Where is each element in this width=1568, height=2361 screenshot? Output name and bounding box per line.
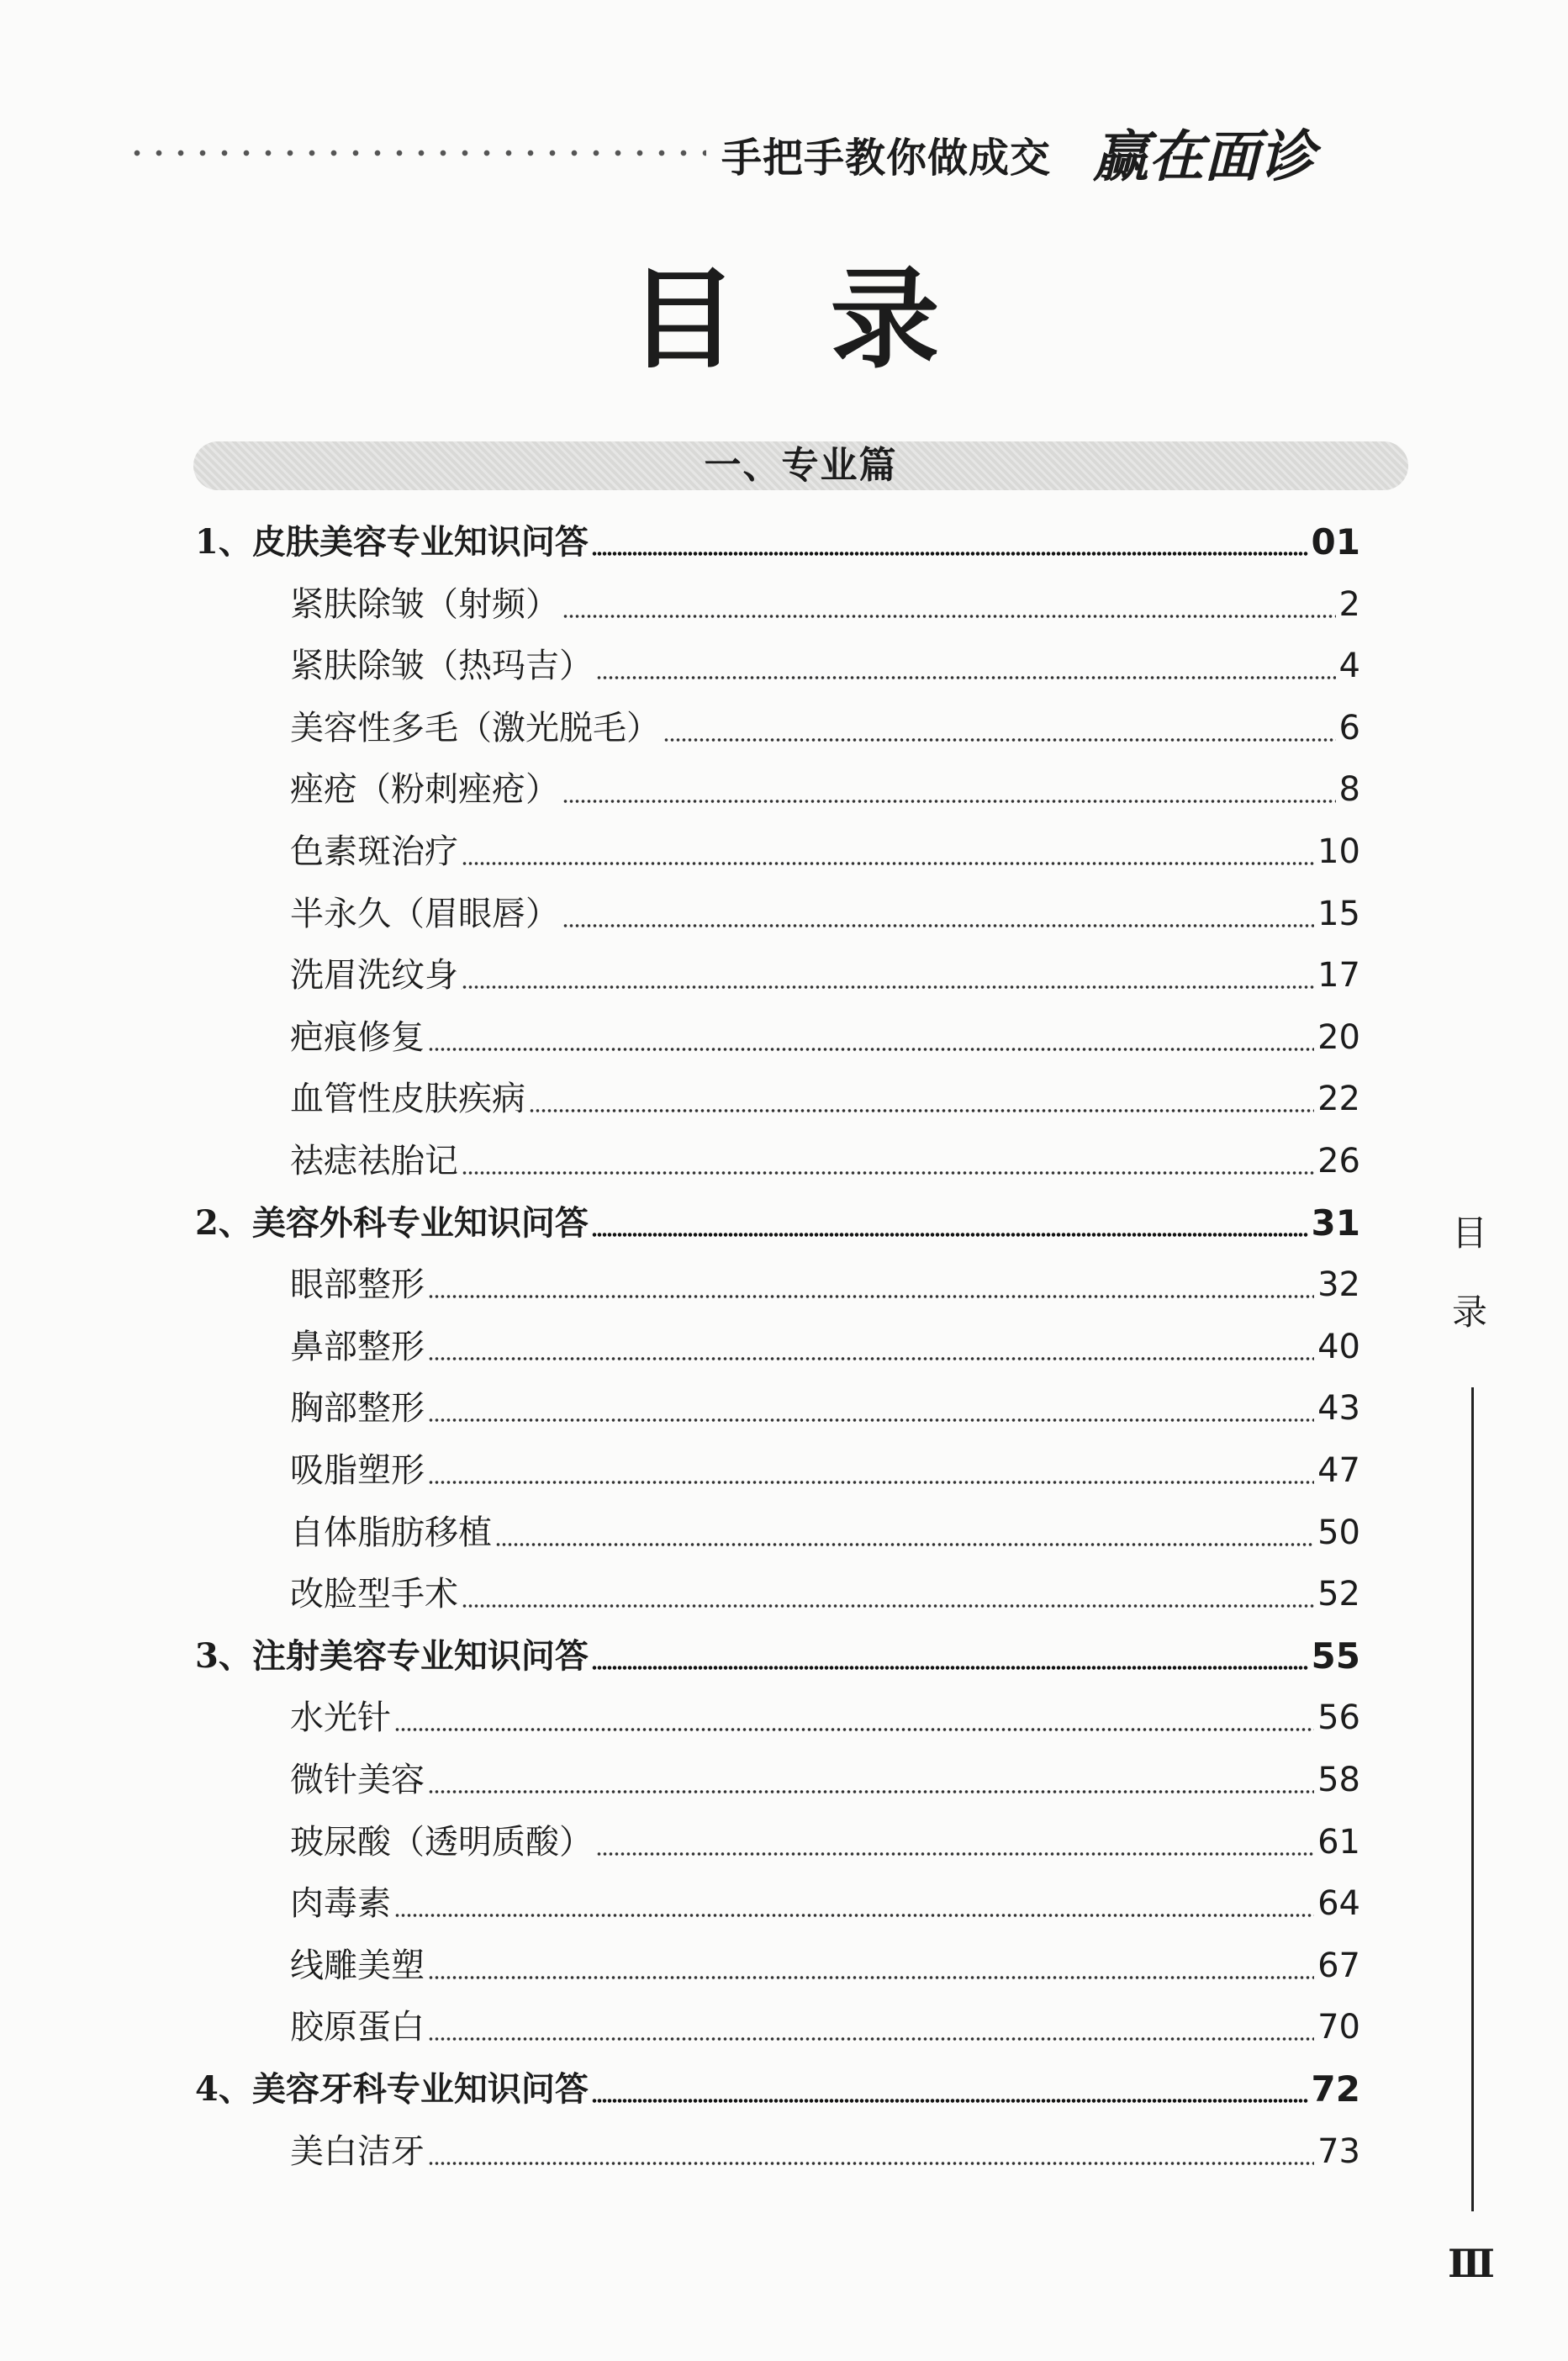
- dot-leader: [428, 1790, 1314, 1793]
- dot-leader: [592, 1233, 1308, 1237]
- dot-leader: [592, 2099, 1308, 2103]
- toc-entry-page: 64: [1317, 1884, 1360, 1923]
- dot-leader: [428, 1418, 1314, 1422]
- toc-entry-page: 73: [1317, 2132, 1360, 2171]
- book-title: 手把手教你做成交: [721, 135, 1052, 182]
- toc-entry[interactable]: [290, 889, 1360, 939]
- toc-entry[interactable]: [290, 2002, 1360, 2052]
- dot-leader: [562, 615, 1336, 618]
- toc-entry-label: 洗眉洗纹身: [290, 956, 458, 995]
- book-logo: 赢在面诊: [1093, 124, 1315, 189]
- toc-chapter-page: 72: [1311, 2068, 1360, 2110]
- toc-entry-page: 52: [1317, 1575, 1360, 1614]
- toc-chapter[interactable]: [195, 1631, 1360, 1682]
- toc-entry[interactable]: [290, 1260, 1360, 1310]
- toc-entry-label: 线雕美塑: [290, 1946, 425, 1985]
- toc-entry-label: 眼部整形: [290, 1265, 425, 1304]
- dot-leader: [462, 1171, 1314, 1175]
- toc-entry-page: 15: [1317, 895, 1360, 933]
- toc-entry-page: 22: [1317, 1080, 1360, 1118]
- page-number: Ⅲ: [1448, 2241, 1496, 2286]
- side-tab: [1444, 1194, 1495, 1352]
- toc-entry-page: 40: [1317, 1328, 1360, 1366]
- toc-entry-label: 半永久（眉眼唇）: [290, 895, 559, 933]
- toc-entry-page: 10: [1317, 832, 1360, 871]
- toc-entry-page: 67: [1317, 1946, 1360, 1985]
- toc-entry-page: 43: [1317, 1389, 1360, 1428]
- toc-entry[interactable]: [290, 1445, 1360, 1496]
- toc-entry-label: 美白洁牙: [290, 2132, 425, 2171]
- toc-entry[interactable]: [290, 1383, 1360, 1434]
- dot-leader: [428, 1976, 1314, 1979]
- toc-entry-label: 自体脂肪移植: [290, 1513, 492, 1552]
- toc-entry[interactable]: [290, 1508, 1360, 1558]
- toc-entry-page: 70: [1317, 2008, 1360, 2047]
- dot-leader: [428, 2162, 1314, 2165]
- toc-entry[interactable]: [290, 1878, 1360, 1929]
- toc-entry-label: 色素斑治疗: [290, 832, 458, 871]
- toc-entry-label: 紧肤除皱（热玛吉）: [290, 647, 593, 685]
- toc-chapter-page: 01: [1311, 521, 1360, 563]
- side-vertical-rule: [1471, 1387, 1474, 2211]
- toc-chapter-label: 1、皮肤美容专业知识问答: [195, 522, 589, 562]
- toc-entry-label: 吸脂塑形: [290, 1451, 425, 1490]
- dot-leader: [462, 862, 1314, 865]
- toc-entry-label: 改脸型手术: [290, 1575, 458, 1614]
- toc-entry[interactable]: [290, 1569, 1360, 1619]
- toc-entry[interactable]: [290, 827, 1360, 877]
- toc-entry-page: 61: [1317, 1823, 1360, 1862]
- header-dotted-rule: [126, 147, 706, 159]
- dot-leader: [394, 1728, 1314, 1731]
- toc-chapter[interactable]: [195, 517, 1360, 568]
- toc-entry-page: 56: [1317, 1698, 1360, 1737]
- running-header: [126, 114, 1354, 198]
- toc-chapter-page: 55: [1311, 1635, 1360, 1677]
- toc-entry-page: 2: [1338, 585, 1360, 624]
- toc-entry-page: 26: [1317, 1142, 1360, 1180]
- dot-leader: [663, 738, 1336, 742]
- toc-entry[interactable]: [290, 2126, 1360, 2177]
- toc-entry-label: 痤疮（粉刺痤疮）: [290, 770, 559, 809]
- dot-leader: [462, 985, 1314, 989]
- toc-entry-page: 4: [1338, 647, 1360, 685]
- toc-entry-label: 美容性多毛（激光脱毛）: [290, 709, 660, 747]
- dot-leader: [428, 2037, 1314, 2041]
- dot-leader: [562, 924, 1314, 927]
- toc-chapter-label: 3、注射美容专业知识问答: [195, 1636, 589, 1676]
- toc-entry[interactable]: [290, 1693, 1360, 1743]
- toc-entry-page: 47: [1317, 1451, 1360, 1490]
- toc-entry-page: 17: [1317, 956, 1360, 995]
- toc-entry[interactable]: [290, 1817, 1360, 1867]
- toc-entry-label: 水光针: [290, 1698, 391, 1737]
- toc-entry[interactable]: [290, 1941, 1360, 1991]
- toc-entry-label: 祛痣祛胎记: [290, 1142, 458, 1180]
- toc-chapter[interactable]: [195, 1198, 1360, 1249]
- toc-entry-label: 玻尿酸（透明质酸）: [290, 1823, 593, 1862]
- dot-leader: [428, 1481, 1314, 1484]
- section-label: 一、专业篇: [704, 444, 898, 487]
- dot-leader: [394, 1914, 1314, 1917]
- toc-entry-label: 疤痕修复: [290, 1018, 425, 1057]
- dot-leader: [596, 676, 1336, 679]
- side-tab-char: 目: [1451, 1212, 1487, 1254]
- dot-leader: [428, 1357, 1314, 1360]
- toc-chapter-page: 31: [1311, 1202, 1360, 1244]
- toc-entry[interactable]: [290, 950, 1360, 1001]
- toc-entry-page: 58: [1317, 1761, 1360, 1799]
- section-banner: [193, 441, 1408, 490]
- toc-entry-label: 微针美容: [290, 1761, 425, 1799]
- dot-leader: [562, 800, 1336, 803]
- toc-entry[interactable]: [290, 641, 1360, 691]
- toc-entry-label: 胶原蛋白: [290, 2008, 425, 2047]
- dot-leader: [428, 1048, 1314, 1051]
- toc-entry-page: 50: [1317, 1513, 1360, 1552]
- dot-leader: [462, 1604, 1314, 1608]
- toc-chapter-label: 4、美容牙科专业知识问答: [195, 2069, 589, 2109]
- toc-entry-page: 6: [1338, 709, 1360, 747]
- page-title: 目录: [628, 255, 1032, 383]
- toc-entry-page: 20: [1317, 1018, 1360, 1057]
- toc-entry-page: 8: [1338, 770, 1360, 809]
- toc-entry[interactable]: [290, 1074, 1360, 1124]
- side-tab-char: 录: [1451, 1291, 1487, 1333]
- dot-leader: [592, 552, 1308, 556]
- dot-leader: [428, 1295, 1314, 1298]
- dot-leader: [592, 1666, 1308, 1670]
- toc-entry[interactable]: [290, 764, 1360, 815]
- toc-entry-label: 胸部整形: [290, 1389, 425, 1428]
- toc-entry-label: 鼻部整形: [290, 1328, 425, 1366]
- toc-entry[interactable]: [290, 703, 1360, 753]
- toc-entry-label: 血管性皮肤疾病: [290, 1080, 525, 1118]
- toc-entry[interactable]: [290, 1755, 1360, 1805]
- toc-entry-label: 紧肤除皱（射频）: [290, 585, 559, 624]
- dot-leader: [529, 1109, 1314, 1112]
- toc-entry[interactable]: [290, 579, 1360, 630]
- toc-entry[interactable]: [290, 1136, 1360, 1186]
- dot-leader: [596, 1852, 1314, 1856]
- toc-chapter-label: 2、美容外科专业知识问答: [195, 1203, 589, 1243]
- toc-entry-page: 32: [1317, 1265, 1360, 1304]
- toc-entry[interactable]: [290, 1322, 1360, 1372]
- toc-entry-label: 肉毒素: [290, 1884, 391, 1923]
- dot-leader: [495, 1543, 1314, 1546]
- toc-chapter[interactable]: [195, 2064, 1360, 2115]
- toc-entry[interactable]: [290, 1012, 1360, 1063]
